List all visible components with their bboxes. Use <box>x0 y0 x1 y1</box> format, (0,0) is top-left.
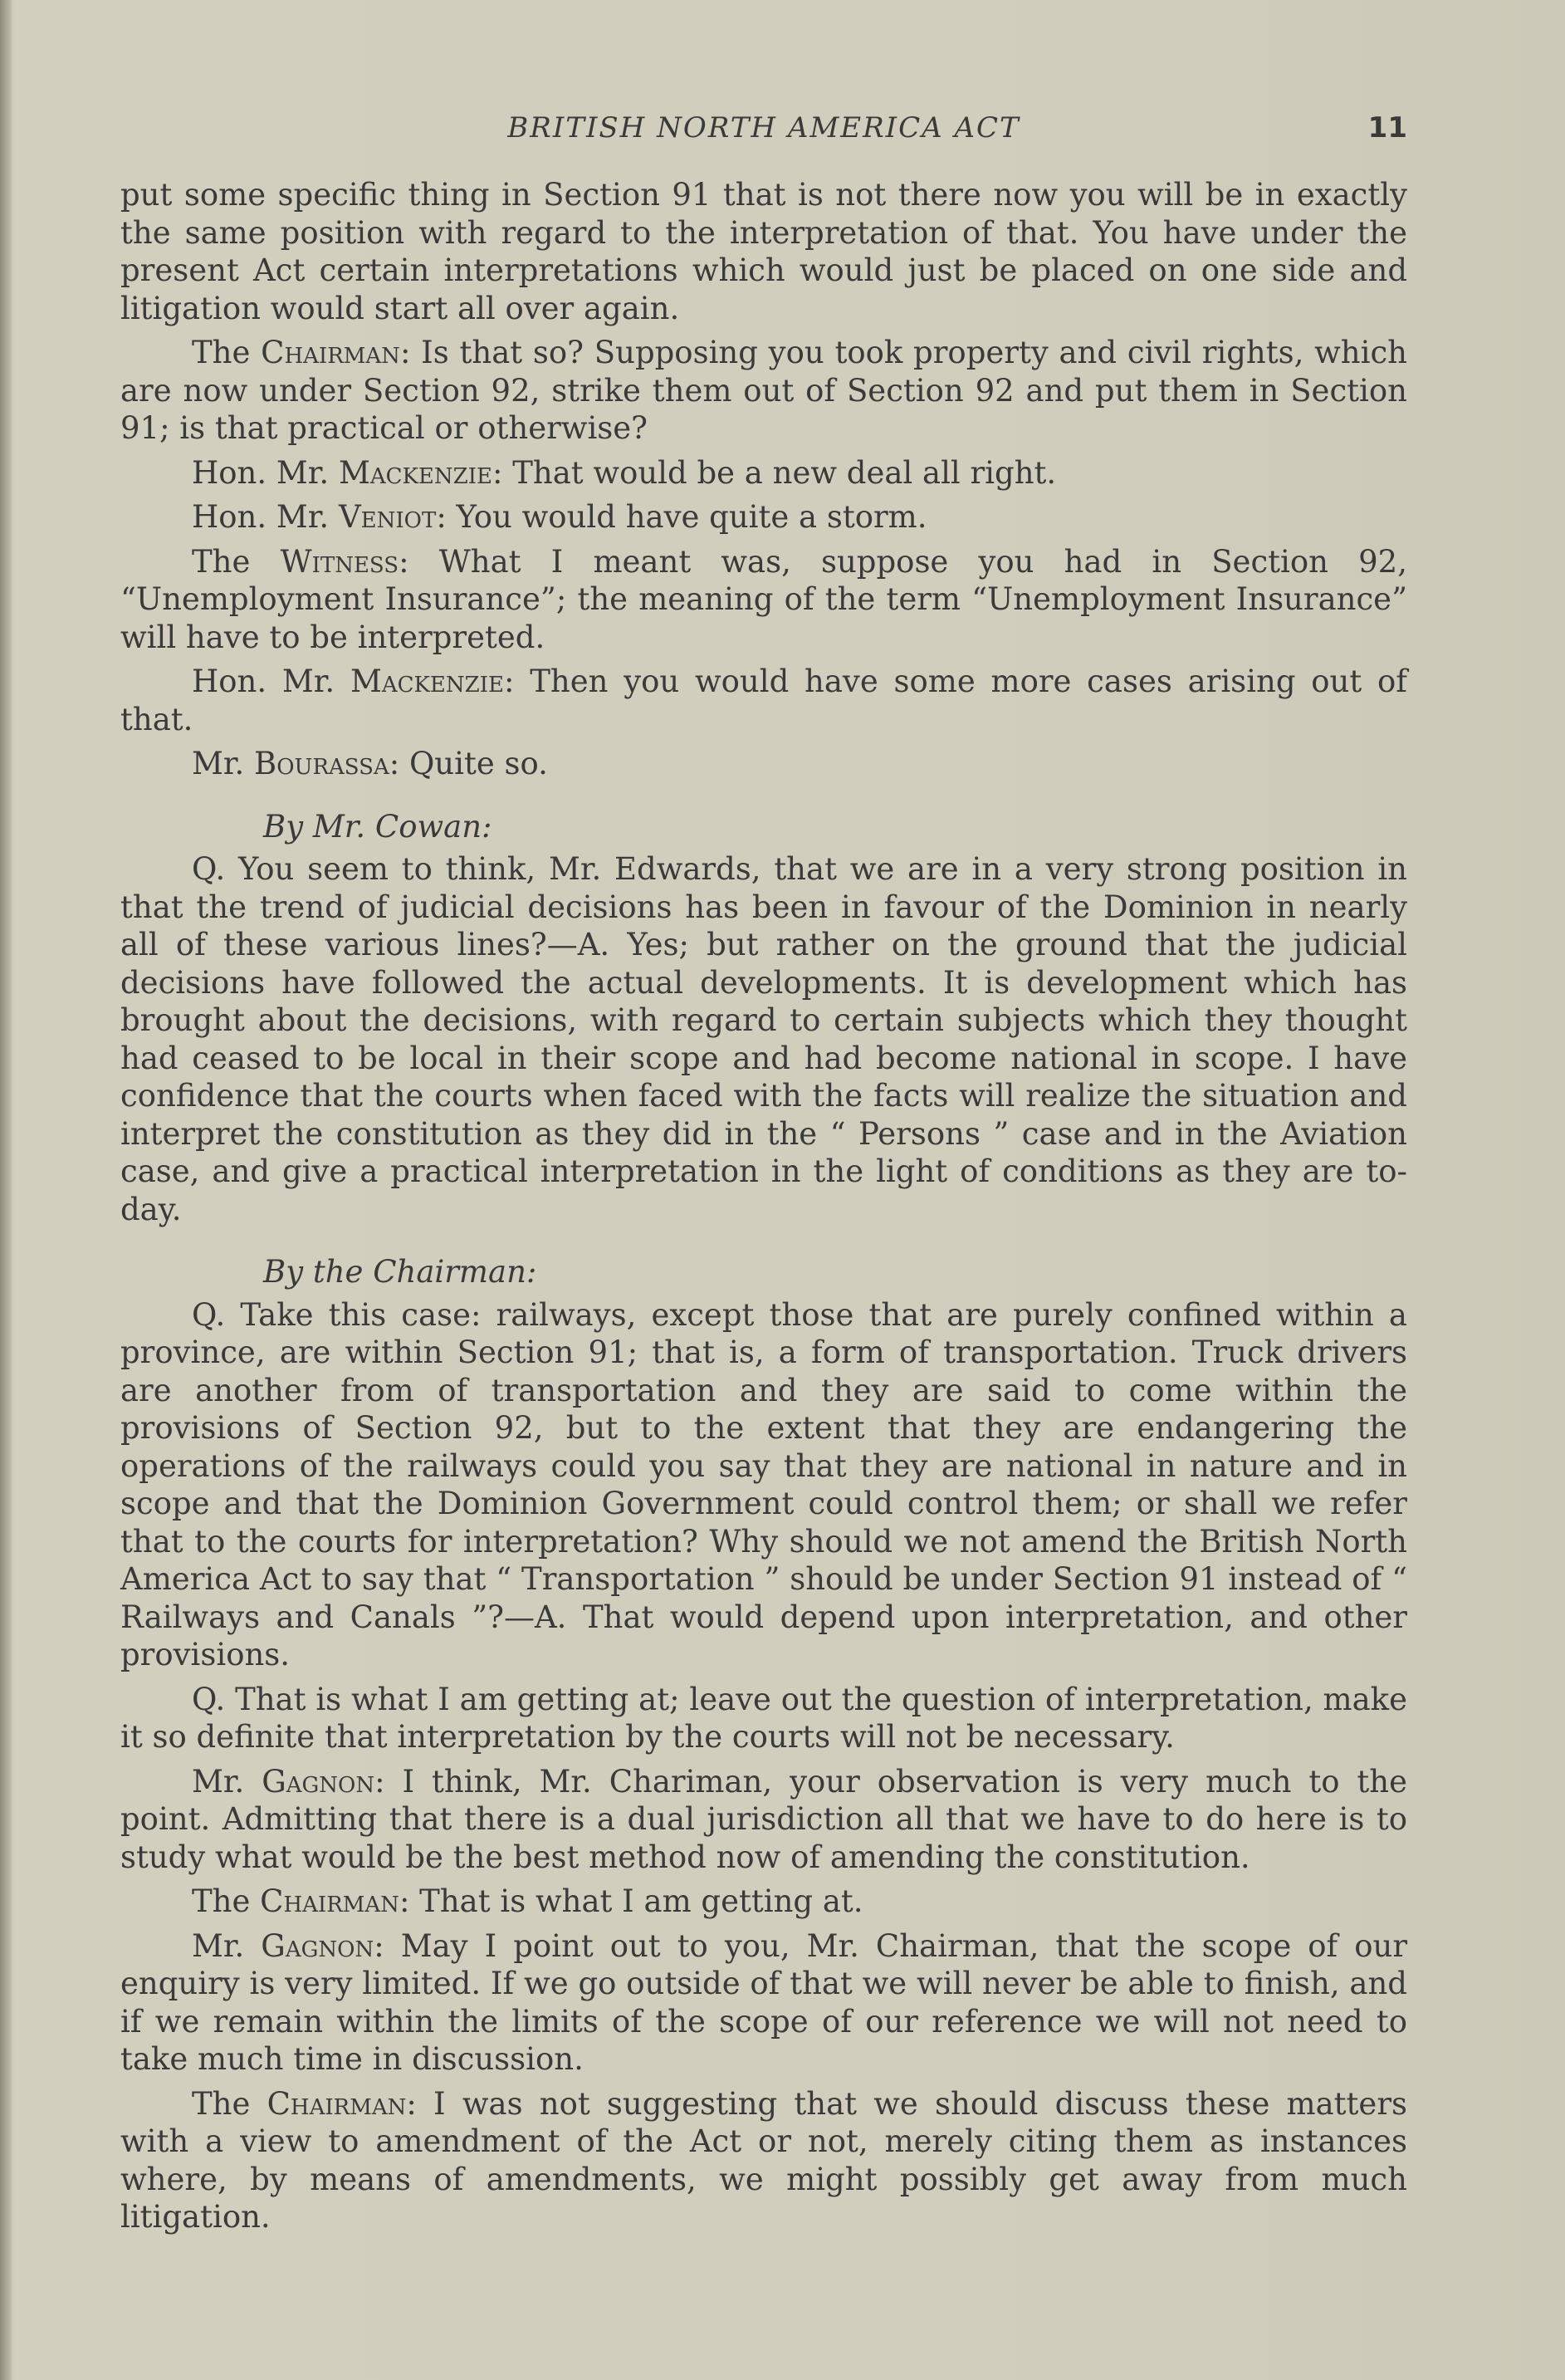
speaker-name: Mackenzie <box>338 454 492 491</box>
body-text <box>120 176 1407 2243</box>
speaker-name: Gagnon <box>262 1763 375 1800</box>
paragraph: The Chairman: I was not suggesting that we should discuss these matters with a view to amendment of the Act or not, merely citing them as instances where, by means of amendments, we might possibly get away from much litigation. <box>120 2085 1407 2235</box>
paragraph: Hon. Mr. Veniot: You would have quite a storm. <box>192 499 927 535</box>
paragraph: The Chairman: That is what I am getting at. <box>192 1883 863 1919</box>
paragraph: Mr. Bourassa: Quite so. <box>192 746 548 781</box>
paragraph: Mr. Gagnon: I think, Mr. Chariman, your observation is very much to the point. Admitting that there is a dual jurisdiction all that we have to do here is to study what would be the best method now of amending the constitution. <box>120 1763 1408 1875</box>
paragraph: Hon. Mr. Mackenzie: That would be a new deal all right. <box>192 454 1057 491</box>
paragraph: Hon. Mr. Mackenzie: Then you would have some more cases arising out of that. <box>120 664 1407 737</box>
speaker-name: Bourassa <box>254 746 389 781</box>
examiner-byline: By the Chairman: <box>263 1254 537 1290</box>
paragraph: Q. That is what I am getting at; leave out the question of interpretation, make it so definite that interpretation by the courts will not be necessary. <box>120 1681 1407 1755</box>
speaker-name: Chairman <box>260 1883 399 1919</box>
speaker-name: Chairman <box>261 335 400 370</box>
running-title: BRITISH NORTH AMERICA ACT <box>507 111 1020 144</box>
paragraph: Mr. Gagnon: May I point out to you, Mr. Chairman, that the scope of our enquiry is very limited. If we go outside of that we will never be able to finish, and if we remain within the limits of the scope of our reference we will not need to take much time in discussion. <box>120 1927 1408 2077</box>
page-number: 11 <box>1367 111 1407 144</box>
paragraph: The Chairman: Is that so? Supposing you took property and civil rights, which are now under Section 92, strike them out of Section 92 and put them in Section 91; is that practical or otherwise? <box>120 335 1407 446</box>
paragraph: Q. Take this case: railways, except those that are purely confined within a province, are within Section 91; that is, a form of transportation. Truck drivers are another from of transportation and they are said to come within the provisions of Section 92, but to the extent that they are endangering the operations of the railways could you say that they are national in nature and in scope and that the Dominion Government could control them; or shall we refer that to the courts for interpretation? Why should we not amend the British North America Act to say that “ Transportation ” should be under Section 91 instead of “ Railways and Canals ”?—A. That would depend upon interpretation, and other provisions. <box>120 1296 1407 1672</box>
speaker-name: Witness <box>280 543 399 580</box>
paragraph: The Witness: What I meant was, suppose you had in Section 92, “Unemployment Insurance”; the meaning of the term “Unemployment Insurance” will have to be interpreted. <box>120 543 1407 655</box>
paragraph: Q. You seem to think, Mr. Edwards, that we are in a very strong position in that the trend of judicial decisions has been in favour of the Dominion in nearly all of these various lines?—A. Yes; but rather on the ground that the judicial decisions have followed the actual developments. It is development which has brought about the decisions, with regard to certain subjects which they thought had ceased to be local in their scope and had become national in scope. I have confidence that the courts when faced with the facts will realize the situation and interpret the constitution as they did in the “ Persons ” case and in the Aviation case, and give a practical interpretation in the light of conditions as they are to-day. <box>120 851 1407 1227</box>
page-header <box>120 111 1407 153</box>
examiner-byline: By Mr. Cowan: <box>263 808 492 845</box>
speaker-name: Gagnon <box>261 1927 374 1964</box>
speaker-name: Mackenzie <box>350 664 504 699</box>
paragraph: put some specific thing in Section 91 that is not there now you will be in exactly the same position with regard to the interpretation of that. You have under the present Act certain interpretations which would just be placed on one side and litigation would start all over again. <box>120 177 1407 326</box>
page-spine-shadow <box>0 0 12 2380</box>
speaker-name: Veniot <box>338 499 437 535</box>
speaker-name: Chairman <box>267 2085 407 2122</box>
